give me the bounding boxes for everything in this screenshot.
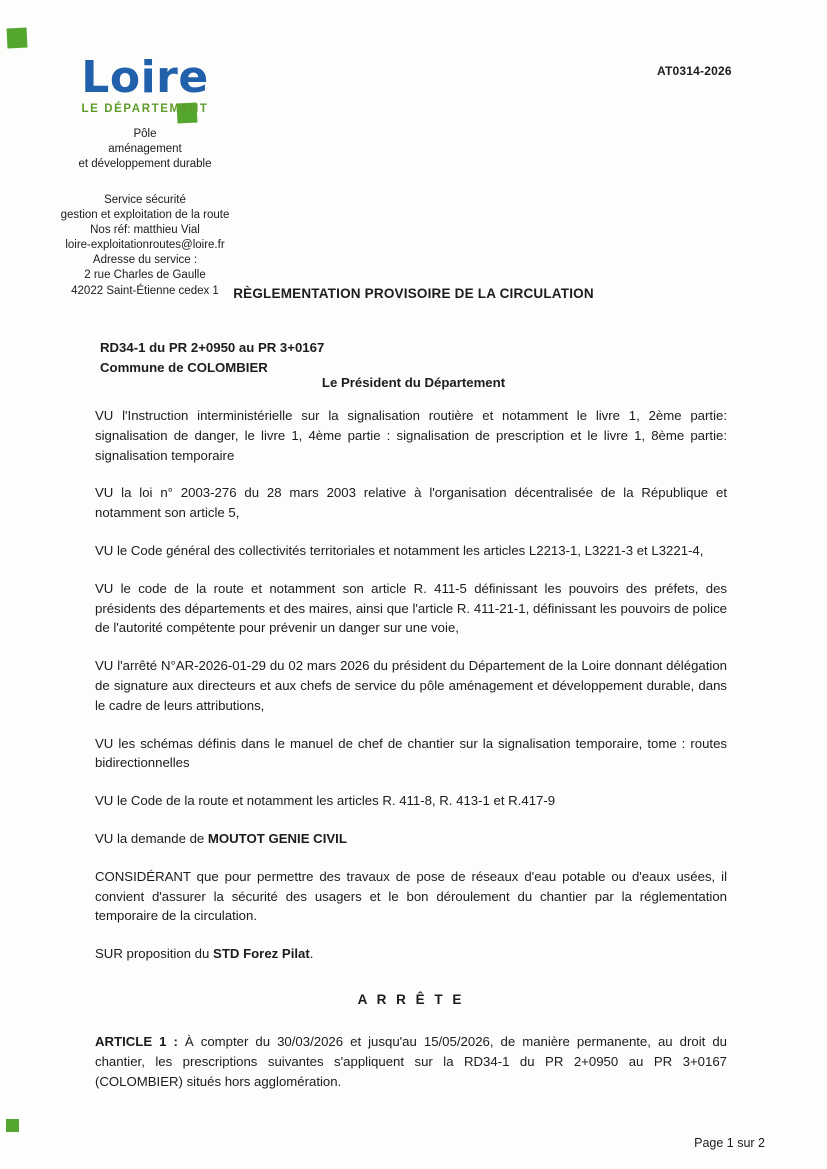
letterhead xyxy=(28,52,262,299)
document-reference: AT0314-2026 xyxy=(657,64,732,78)
green-corner-mark-bottom xyxy=(6,1119,19,1132)
vu-clause: VU le Code général des collectivités territoriales et notamment les articles L2213-1, L3221-3 et L3221-4, xyxy=(95,542,704,558)
article-1-label: ARTICLE 1 : xyxy=(95,1034,178,1050)
road-reference-line: RD34-1 du PR 2+0950 au PR 3+0167 xyxy=(100,340,325,355)
considerant-clause: CONSIDÉRANT que pour permettre des travaux de pose de réseaux d'eau potable ou d'eaux usées, il convient d'assurer la sécurité des usagers et le bon déroulement du chantier par la réglementation temporaire de la circulation. xyxy=(95,868,727,924)
service-line: Service sécurité xyxy=(104,193,186,206)
service-line: Adresse du service : xyxy=(92,254,198,267)
vu-clause: VU les schémas définis dans le manuel de chef de chantier sur la signalisation temporaire, tome : routes bidirectionnelles xyxy=(95,735,727,771)
page-number: Page 1 sur 2 xyxy=(694,1136,765,1150)
sur-proposition-suffix: . xyxy=(309,946,314,962)
document-title: RÈGLEMENTATION PROVISOIRE DE LA CIRCULATION xyxy=(233,286,594,301)
sur-proposition-clause xyxy=(95,944,727,964)
article-1-text: À compter du 30/03/2026 et jusqu'au 15/05/2026, de manière permanente, au droit du chantier, les prescriptions suivantes s'appliquent sur la RD34-1 du PR 2+0950 au PR 3+0167 (COLOMBIER) situés hors agglomération. xyxy=(95,1034,727,1089)
loire-logo: Loire xyxy=(81,52,209,103)
pole-line: aménagement xyxy=(108,143,182,156)
service-line: 42022 Saint-Étienne cedex 1 xyxy=(71,284,219,297)
president-heading: Le Président du Département xyxy=(321,375,506,390)
vu-clause: VU le Code de la route et notamment les articles R. 411-8, R. 413-1 et R.417-9 xyxy=(95,793,556,809)
commune-line: Commune de COLOMBIER xyxy=(100,359,268,375)
service-line: gestion et exploitation de la route xyxy=(60,208,230,221)
green-corner-mark-top xyxy=(6,27,27,48)
vu-clause: VU l'arrêté N°AR-2026-01-29 du 02 mars 2026 du président du Département de la Loire donnant délégation de signature aux directeurs et aux chefs de service du pôle aménagement et développement durable, dans le cadre de leurs attributions, xyxy=(95,658,727,713)
subject-block xyxy=(100,338,324,378)
logo-subtitle: LE DÉPARTEMENT xyxy=(81,103,209,115)
service-block xyxy=(28,193,262,299)
service-line-email: loire-exploitationroutes@loire.fr xyxy=(65,239,225,252)
vu-demande-clause xyxy=(95,829,727,849)
pole-block xyxy=(28,127,262,173)
service-line: 2 rue Charles de Gaulle xyxy=(84,269,206,282)
arrete-heading: A R R Ê T E xyxy=(357,991,465,1007)
vu-clause: VU la loi n° 2003-276 du 28 mars 2003 relative à l'organisation décentralisée de la République et notamment son article 5, xyxy=(95,485,727,521)
service-line: Nos réf: matthieu Vial xyxy=(90,223,200,236)
vu-clause: VU l'Instruction interministérielle sur la signalisation routière et notamment le livre 1, 2ème partie: signalisation de danger, le livre 1, 4ème partie : signalisation de prescription et le livre 1, 8ème partie: signalisation temporaire xyxy=(95,408,727,463)
document-body xyxy=(95,406,727,1110)
vu-clause: VU le code de la route et notamment son article R. 411-5 définissant les pouvoirs des préfets, des présidents des départements et des maires, ainsi que l'article R. 411-21-1, définissant les pouvoirs de police de l'autorité compétente pour prévenir un danger sur une voie, xyxy=(95,580,727,636)
sur-proposition-prefix: SUR proposition du xyxy=(95,946,214,962)
pole-line: Pôle xyxy=(133,128,157,140)
applicant-name: MOUTOT GENIE CIVIL xyxy=(207,830,347,846)
article-1 xyxy=(95,1032,727,1091)
std-name: STD Forez Pilat xyxy=(213,946,310,962)
pole-line: et développement durable xyxy=(78,158,212,171)
vu-demande-prefix: VU la demande de xyxy=(95,830,208,846)
